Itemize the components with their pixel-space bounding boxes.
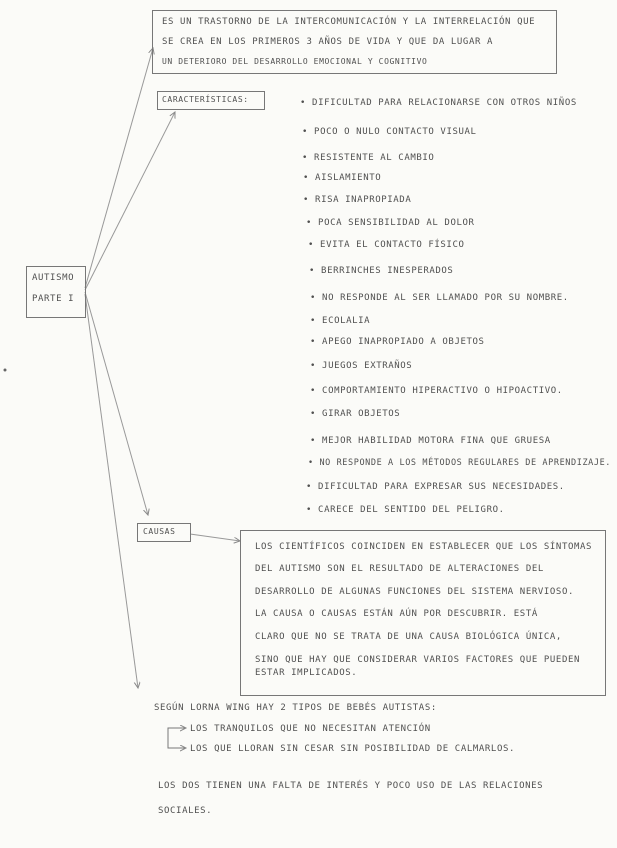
title-line-2: PARTE I — [32, 294, 75, 304]
causes-line: SINO QUE HAY QUE CONSIDERAR VARIOS FACTORES QUE PUEDEN — [255, 655, 580, 665]
wing-intro: SEGÚN LORNA WING HAY 2 TIPOS DE BEBÉS AUTISTAS: — [154, 703, 437, 713]
list-item: • GIRAR OBJETOS — [310, 409, 401, 419]
causes-line: LOS CIENTÍFICOS COINCIDEN EN ESTABLECER QUE LOS SÍNTOMAS — [255, 542, 593, 552]
definition-line: SE CREA EN LOS PRIMEROS 3 AÑOS DE VIDA Y QUE DA LUGAR A — [162, 37, 494, 47]
list-item: • NO RESPONDE AL SER LLAMADO POR SU NOMBRE. — [310, 293, 569, 303]
causes-line: ESTAR IMPLICADOS. — [255, 668, 358, 678]
bracket-wing-types — [168, 728, 186, 748]
list-item: • JUEGOS EXTRAÑOS — [310, 361, 413, 371]
causes-line: CLARO QUE NO SE TRATA DE UNA CAUSA BIOLÓGICA ÚNICA, — [255, 632, 562, 642]
wing-type-1: LOS TRANQUILOS QUE NO NECESITAN ATENCIÓN — [190, 724, 431, 734]
arrow-to-wing — [85, 294, 138, 688]
list-item: • BERRINCHES INESPERADOS — [309, 266, 454, 276]
causes-line: LA CAUSA O CAUSAS ESTÁN AÚN POR DESCUBRIR. ESTÁ — [255, 609, 538, 619]
list-item: • RESISTENTE AL CAMBIO — [302, 153, 435, 163]
list-item: • EVITA EL CONTACTO FÍSICO — [308, 240, 465, 250]
definition-line: ES UN TRASTORNO DE LA INTERCOMUNICACIÓN Y LA INTERRELACIÓN QUE — [162, 17, 536, 27]
characteristics-heading: CARACTERÍSTICAS: — [162, 95, 249, 104]
definition-line: UN DETERIORO DEL DESARROLLO EMOCIONAL Y COGNITIVO — [162, 57, 428, 66]
list-item: • COMPORTAMIENTO HIPERACTIVO O HIPOACTIVO. — [310, 386, 563, 396]
list-item: • MEJOR HABILIDAD MOTORA FINA QUE GRUESA — [310, 436, 551, 446]
list-item: • RISA INAPROPIADA — [303, 195, 412, 205]
list-item: • POCO O NULO CONTACTO VISUAL — [302, 127, 477, 137]
list-item: • CARECE DEL SENTIDO DEL PELIGRO. — [306, 505, 505, 515]
list-item: • APEGO INAPROPIADO A OBJETOS — [310, 337, 485, 347]
arrow-to-causes — [85, 292, 148, 515]
causes-heading: CAUSAS — [143, 527, 176, 536]
list-item: • ECOLALIA — [310, 316, 371, 326]
arrow-to-definition — [85, 48, 153, 288]
wing-conclusion-line: LOS DOS TIENEN UNA FALTA DE INTERÉS Y POCO USO DE LAS RELACIONES — [158, 781, 544, 791]
wing-type-2: LOS QUE LLORAN SIN CESAR SIN POSIBILIDAD DE CALMARLOS. — [190, 744, 515, 754]
arrow-causes-to-box — [190, 534, 240, 541]
wing-conclusion-line: SOCIALES. — [158, 806, 213, 816]
causes-line: DEL AUTISMO SON EL RESULTADO DE ALTERACIONES DEL — [255, 564, 544, 574]
list-item: • POCA SENSIBILIDAD AL DOLOR — [306, 218, 475, 228]
list-item: • NO RESPONDE A LOS MÉTODOS REGULARES DE APRENDIZAJE. — [308, 458, 612, 468]
list-item: • AISLAMIENTO — [303, 173, 382, 183]
causes-line: DESARROLLO DE ALGUNAS FUNCIONES DEL SISTEMA NERVIOSO. — [255, 587, 574, 597]
arrow-to-characteristics — [85, 112, 175, 290]
stray-dot — [4, 369, 7, 372]
title-line-1: AUTISMO — [32, 273, 75, 283]
list-item: • DIFICULTAD PARA RELACIONARSE CON OTROS NIÑOS — [300, 98, 577, 108]
list-item: • DIFICULTAD PARA EXPRESAR SUS NECESIDADES. — [306, 482, 565, 492]
